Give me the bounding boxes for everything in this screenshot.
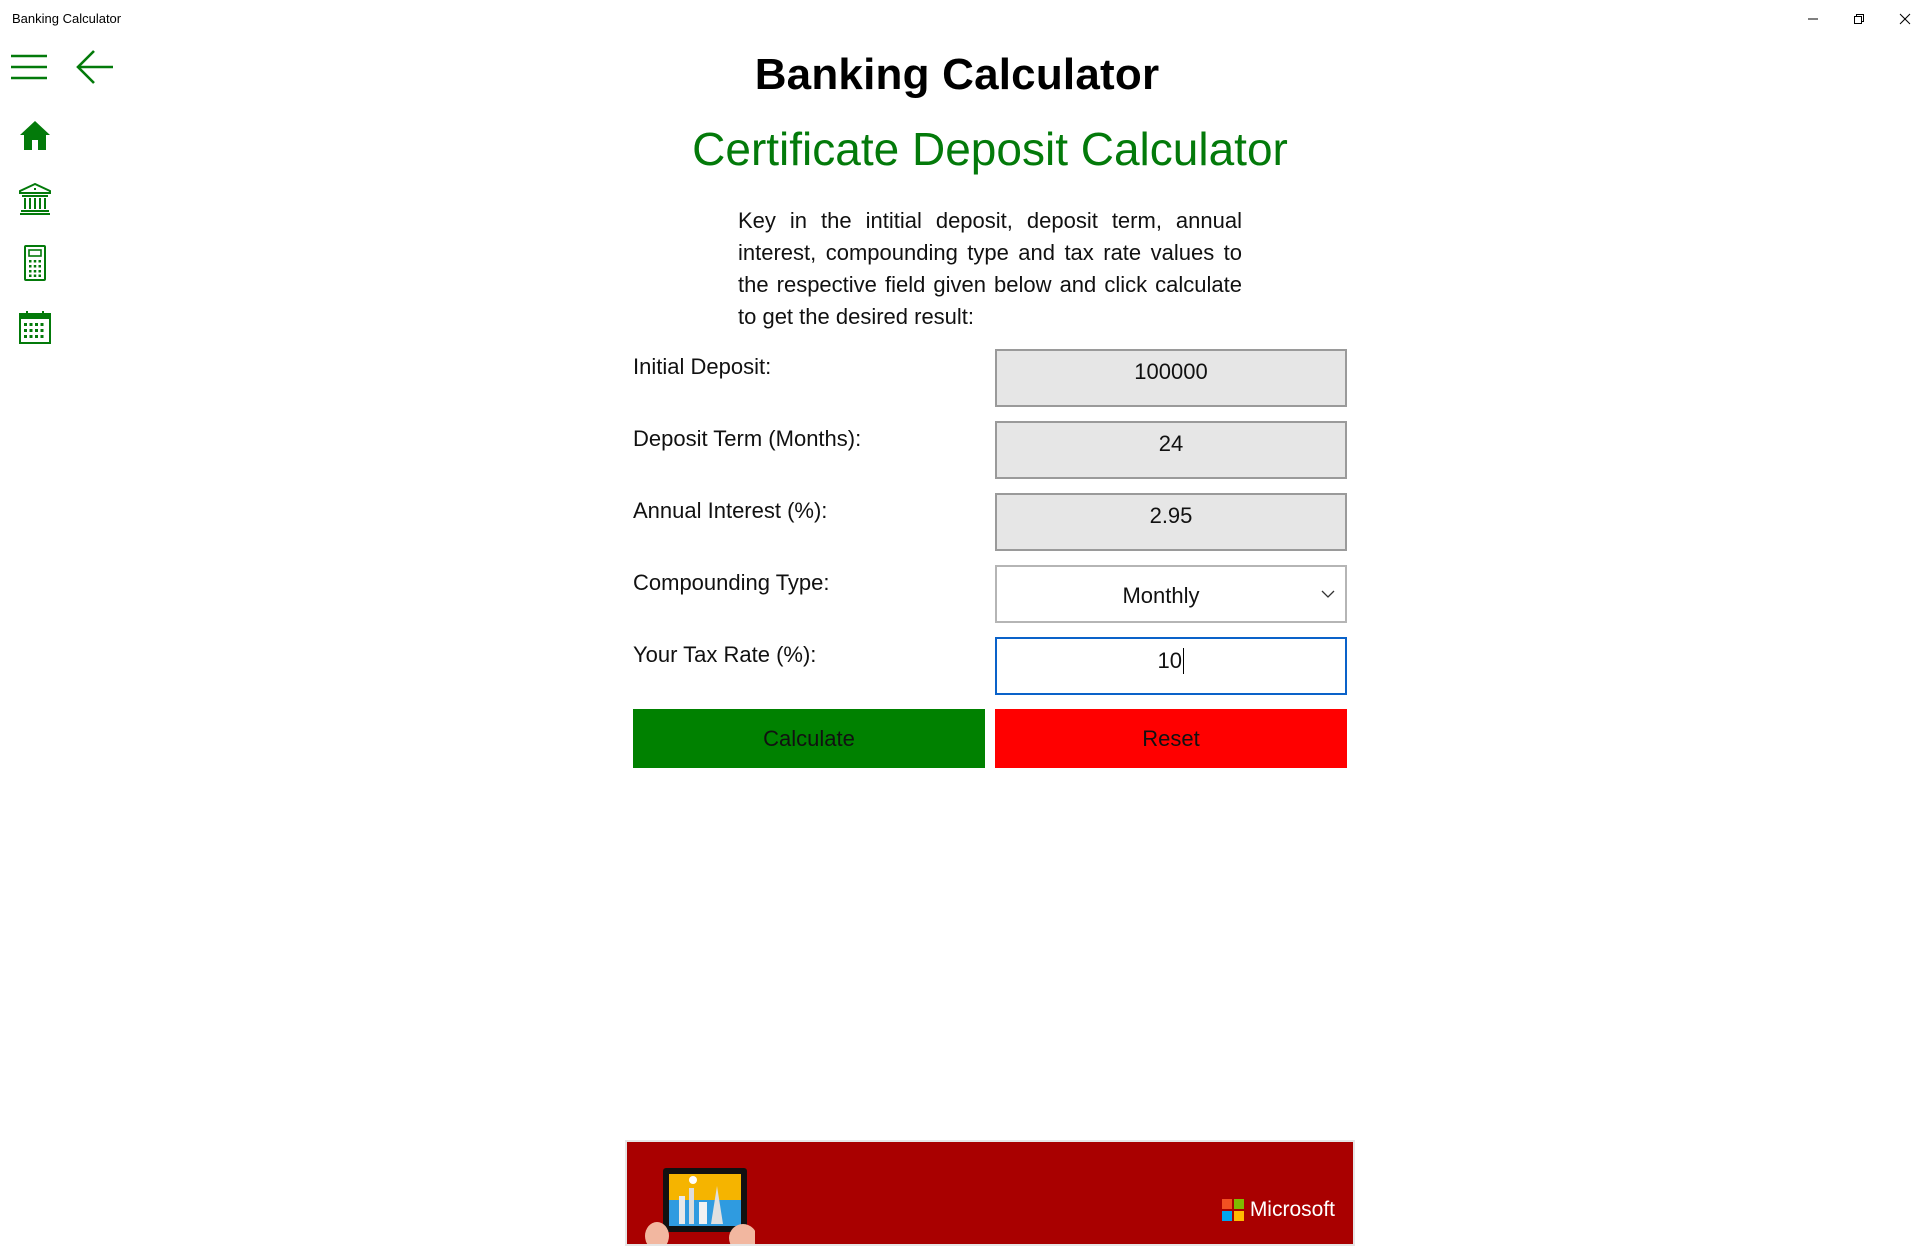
- minimize-icon: [1807, 13, 1819, 25]
- chevron-down-icon: [1321, 589, 1335, 599]
- ad-brand-text: Microsoft: [1249, 1198, 1335, 1221]
- deposit-term-value: 24: [1158, 431, 1184, 456]
- nav-item-bank[interactable]: [8, 172, 62, 226]
- close-button[interactable]: [1882, 4, 1920, 34]
- tablet-illustration-icon: [645, 1166, 755, 1246]
- close-icon: [1899, 13, 1911, 25]
- minimize-button[interactable]: [1790, 4, 1836, 34]
- annual-interest-label: Annual Interest (%):: [633, 498, 828, 523]
- compounding-type-label: Compounding Type:: [633, 570, 830, 595]
- restore-button[interactable]: [1836, 4, 1882, 34]
- microsoft-logo-icon: [1222, 1199, 1244, 1221]
- initial-deposit-value: 100000: [1134, 359, 1208, 384]
- calculator-icon: [22, 245, 48, 281]
- restore-icon: [1853, 13, 1865, 25]
- reset-button[interactable]: Reset: [995, 709, 1347, 768]
- tax-rate-value: 10: [1157, 648, 1182, 674]
- initial-deposit-input[interactable]: [995, 349, 1347, 407]
- nav-item-calculator[interactable]: [8, 236, 62, 290]
- app-heading: Banking Calculator: [754, 50, 1160, 99]
- calendar-icon: [19, 310, 51, 344]
- deposit-term-input[interactable]: [995, 421, 1347, 479]
- microsoft-brand: [1222, 1198, 1335, 1222]
- bank-building-icon: [19, 183, 51, 215]
- initial-deposit-label: Initial Deposit:: [633, 354, 772, 379]
- tax-rate-label: Your Tax Rate (%):: [633, 642, 817, 667]
- nav-item-calendar[interactable]: [8, 300, 62, 354]
- page-title: Certificate Deposit Calculator: [692, 123, 1288, 175]
- calculate-button[interactable]: Calculate: [633, 709, 985, 768]
- ad-banner[interactable]: [625, 1140, 1355, 1246]
- window-title: Banking Calculator: [12, 11, 122, 26]
- title-bar: [0, 0, 1920, 38]
- compounding-type-value: Monthly: [1122, 583, 1200, 608]
- instructions-text: Key in the intitial deposit, deposit term, annual interest, compounding type and tax rate values to the respective field given below and click calculate to get the desired result:: [738, 208, 1242, 329]
- annual-interest-value: 2.95: [1149, 503, 1193, 528]
- compounding-type-select[interactable]: [995, 565, 1347, 623]
- deposit-term-label: Deposit Term (Months):: [633, 426, 862, 451]
- tax-rate-input[interactable]: [995, 637, 1347, 695]
- text-cursor: [1183, 648, 1185, 674]
- annual-interest-input[interactable]: [995, 493, 1347, 551]
